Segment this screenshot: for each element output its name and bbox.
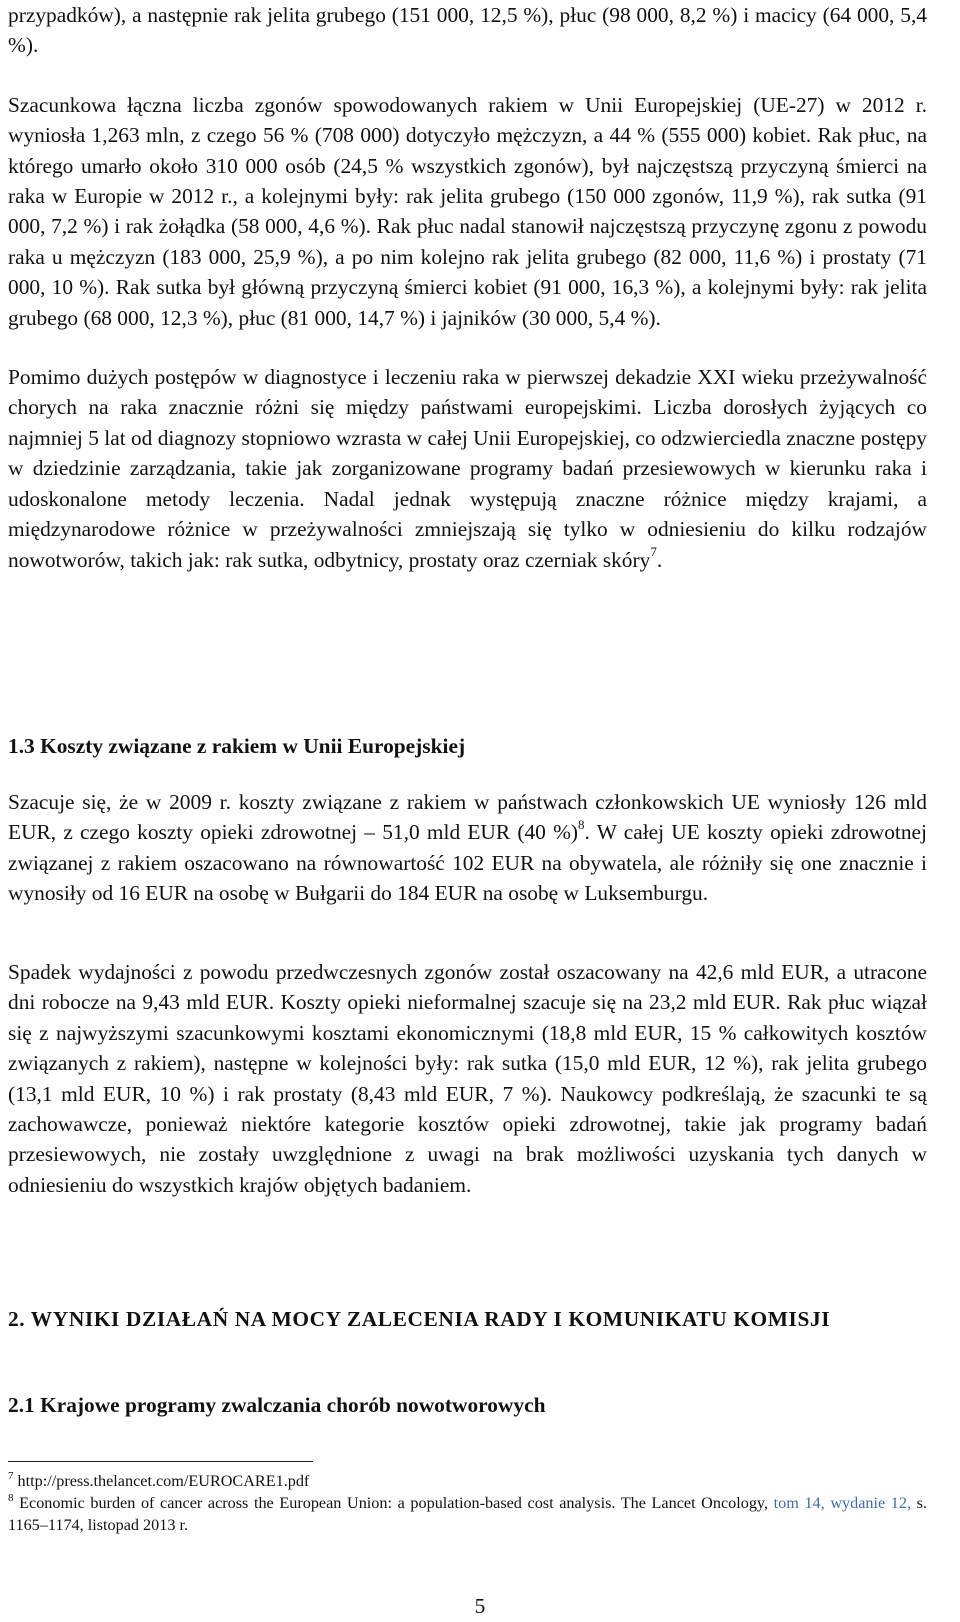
- paragraph-costs-text: Szacuje się, że w 2009 r. koszty związane z rakiem w państwach członkowskich UE wyniosły 126 mld EUR, z czego koszty opieki zdrowotnej – 51,0 mld EUR (40 %): [8, 790, 927, 845]
- section-heading-2-1: 2.1 Krajowe programy zwalczania chorób nowotworowych: [8, 1393, 546, 1417]
- paragraph-costs: [8, 787, 927, 909]
- section-heading-2: 2. WYNIKI DZIAŁAŃ NA MOCY ZALECENIA RADY I KOMUNIKATU KOMISJI: [8, 1307, 831, 1331]
- paragraph-incidence-end: przypadków), a następnie rak jelita grubego (151 000, 12,5 %), płuc (98 000, 8,2 %) i macicy (64 000, 5,4 %).: [8, 3, 927, 58]
- footnote-8: [8, 1492, 927, 1536]
- footnote-7: [8, 1470, 927, 1492]
- footnote-8-link[interactable]: tom 14, wydanie 12,: [773, 1494, 912, 1512]
- paragraph-survival: [8, 362, 927, 575]
- footnote-8-text: Economic burden of cancer across the European Union: a population-based cost analysis. The Lancet Oncology,: [13, 1494, 774, 1512]
- section-heading-1-3: 1.3 Koszty związane z rakiem w Unii Europejskiej: [8, 734, 466, 758]
- footnote-7-text[interactable]: http://press.thelancet.com/EUROCARE1.pdf: [13, 1472, 310, 1490]
- footnote-separator: [8, 1461, 313, 1462]
- paragraph-productivity: Spadek wydajności z powodu przedwczesnych zgonów został oszacowany na 42,6 mld EUR, a utracone dni robocze na 9,43 mld EUR. Koszty opieki nieformalnej szacuje się na 23,2 mld EUR. Rak płuc wiązał się z najwyższymi szacunkowymi kosztami ekonomicznymi (18,8 mld EUR, 15 % całkowitych kosztów związanych z rakiem), następne w kolejności były: rak sutka (15,0 mld EUR, 12 %), rak jelita grubego (13,1 mld EUR, 10 %) i rak prostaty (8,43 mld EUR, 7 %). Naukowcy podkreślają, że szacunki te są zachowawcze, ponieważ niektóre kategorie kosztów opieki zdrowotnej, takie jak programy badań przesiewowych, nie zostały uwzględnione z uwagi na brak możliwości uzyskania tych danych w odniesieniu do wszystkich krajów objętych badaniem.: [8, 960, 927, 1197]
- paragraph-mortality: Szacunkowa łączna liczba zgonów spowodowanych rakiem w Unii Europejskiej (UE-27) w 2012 r. wyniosła 1,263 mln, z czego 56 % (708 000) dotyczyło mężczyzn, a 44 % (555 000) kobiet. Rak płuc, na którego umarło około 310 000 osób (24,5 % wszystkich zgonów), był najczęstszą przyczyną śmierci na raka w Europie w 2012 r., a kolejnymi były: rak jelita grubego (150 000 zgonów, 11,9 %), rak sutka (91 000, 7,2 %) i rak żołądka (58 000, 4,6 %). Rak płuc nadal stanowił najczęstszą przyczynę zgonu z powodu raka u mężczyzn (183 000, 25,9 %), a po nim kolejno rak jelita grubego (82 000, 11,6 %) i prostaty (71 000, 10 %). Rak sutka był główną przyczyną śmierci kobiet (91 000, 16,3 %), a kolejnymi były: rak jelita grubego (68 000, 12,3 %), płuc (81 000, 14,7 %) i jajników (30 000, 5,4 %).: [8, 92, 927, 330]
- paragraph-survival-end: .: [656, 547, 663, 572]
- page-number: 5: [474, 1594, 486, 1618]
- paragraph-survival-text: Pomimo dużych postępów w diagnostyce i leczeniu raka w pierwszej dekadzie XXI wieku przeżywalność chorych na raka znacznie różni się między państwami europejskimi. Liczba dorosłych żyjących co najmniej 5 lat od diagnozy stopniowo wzrasta w całej Unii Europejskiej, co odzwierciedla znaczne postępy w dziedzinie zarządzania, takie jak zorganizowane programy badań przesiewowych w kierunku raka i udoskonalone metody leczenia. Nadal jednak występują znaczne różnice między krajami, a międzynarodowe różnice w przeżywalności zmniejszają się tylko w odniesieniu do kilku rodzajów nowotworów, takich jak: rak sutka, odbytnicy, prostaty oraz czerniak skóry: [8, 365, 927, 572]
- footnote-8-number: 8: [8, 1491, 14, 1504]
- footnote-8-end: s. 1165–1174, listopad 2013 r.: [8, 1494, 927, 1534]
- top-text-block: [8, 0, 927, 575]
- footnotes: [8, 1470, 927, 1536]
- footnote-7-number: 7: [8, 1469, 14, 1482]
- paragraph-costs-end: . W całej UE koszty opieki zdrowotnej związanej z rakiem oszacowano na równowartość 102 EUR na obywatela, ale różniły się one znacznie i wynosiły od 16 EUR na osobę w Bułgarii do 184 EUR na osobę w Luksemburgu.: [8, 820, 927, 906]
- footnote-ref-7[interactable]: 7: [650, 544, 657, 560]
- footnote-ref-8[interactable]: 8: [578, 817, 585, 833]
